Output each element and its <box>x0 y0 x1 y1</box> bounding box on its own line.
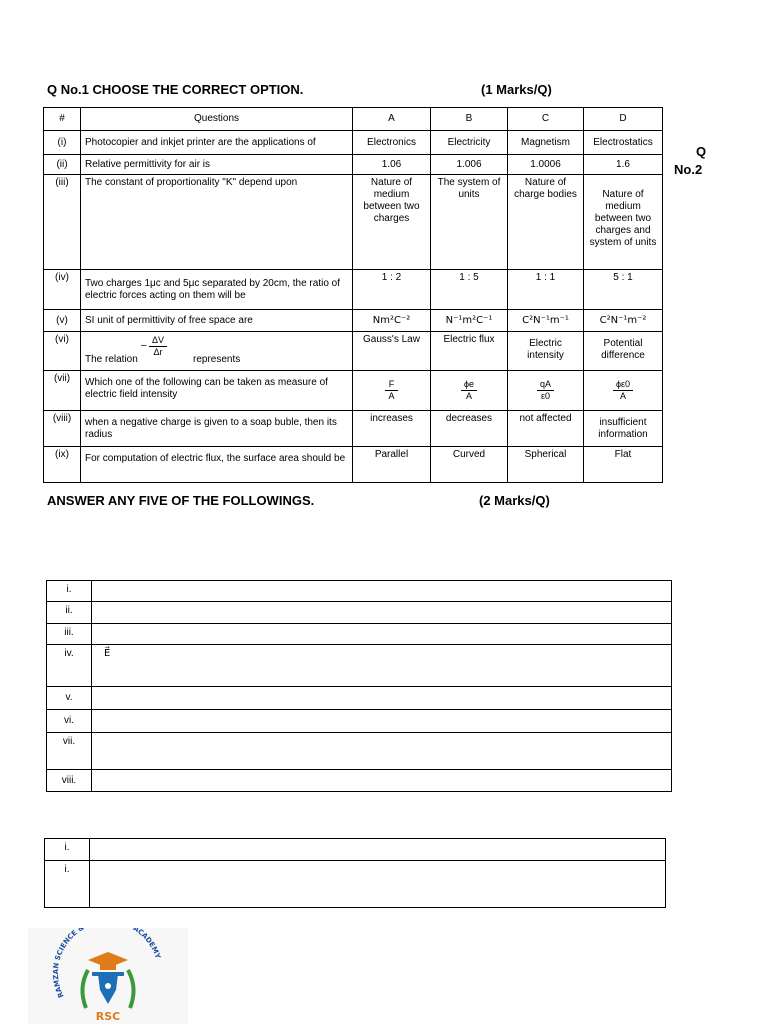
option-a: Parallel <box>353 447 431 483</box>
option-c: 1 : 1 <box>508 270 584 310</box>
option-b: The system of units <box>431 175 508 270</box>
option-c: 1.0006 <box>508 155 584 175</box>
mcq-header-row <box>44 108 663 131</box>
answer-cell[interactable] <box>92 581 672 602</box>
relation-label: The relation <box>85 354 138 365</box>
academy-logo-graphic <box>28 928 188 1024</box>
option-a: Electronics <box>353 131 431 155</box>
option-c: Electric intensity <box>508 332 584 371</box>
answer-row-num: i. <box>45 861 90 908</box>
option-a: increases <box>353 411 431 447</box>
answer-row <box>47 710 672 733</box>
answer-row-num: viii. <box>47 770 92 792</box>
row-question: Two charges 1μc and 5μc separated by 20cm, the ratio of electric forces acting on them will be <box>81 270 353 310</box>
mcq-row <box>44 447 663 483</box>
row-num: (vii) <box>44 371 81 411</box>
option-a <box>353 371 431 411</box>
answer-row-num: iii. <box>47 624 92 645</box>
option-c: not affected <box>508 411 584 447</box>
option-a-denominator: A <box>388 391 395 401</box>
answer-row <box>47 733 672 770</box>
option-a: Nature of medium between two charges <box>353 175 431 270</box>
option-b <box>431 371 508 411</box>
answer-row-num: vi. <box>47 710 92 733</box>
row-question: Relative permittivity for air is <box>81 155 353 175</box>
logo-abbr: RSC <box>95 1010 121 1023</box>
answer-row <box>47 770 672 792</box>
answer-table-1 <box>46 580 672 792</box>
option-c <box>508 371 584 411</box>
option-a: 1.06 <box>353 155 431 175</box>
mcq-row <box>44 411 663 447</box>
option-b: decreases <box>431 411 508 447</box>
row-num: (ii) <box>44 155 81 175</box>
option-d: C²N⁻¹m⁻² <box>584 310 663 332</box>
option-c-denominator: ε0 <box>540 391 550 401</box>
answer-cell[interactable] <box>90 861 666 908</box>
mcq-row <box>44 131 663 155</box>
option-a: 1 : 2 <box>353 270 431 310</box>
header-num: # <box>44 108 81 131</box>
answer-cell[interactable] <box>92 733 672 770</box>
mcq-row <box>44 155 663 175</box>
academy-logo <box>28 928 188 1024</box>
mcq-row <box>44 371 663 411</box>
row-question: when a negative charge is given to a soap buble, then its radius <box>81 411 353 447</box>
option-d: 5 : 1 <box>584 270 663 310</box>
answer-row <box>47 645 672 687</box>
answer-row-num: i. <box>47 581 92 602</box>
row-num: (viii) <box>44 411 81 447</box>
row-num: (vi) <box>44 332 81 371</box>
answer-cell[interactable] <box>92 624 672 645</box>
q1-marks: (1 Marks/Q) <box>481 82 552 97</box>
fraction-numerator: ΔV <box>149 335 167 347</box>
option-a-numerator: F <box>385 379 397 391</box>
row-num: (iv) <box>44 270 81 310</box>
answer-cell[interactable] <box>92 710 672 733</box>
row-question: Photocopier and inkjet printer are the applications of <box>81 131 353 155</box>
relation-fraction <box>149 335 167 358</box>
option-d <box>584 371 663 411</box>
fraction-denominator: Δr <box>153 347 163 357</box>
option-b-denominator: A <box>465 391 472 401</box>
answer-row-num: vii. <box>47 733 92 770</box>
relation-represents: represents <box>193 354 241 365</box>
answer-cell[interactable] <box>92 645 672 687</box>
header-questions: Questions <box>81 108 353 131</box>
mcq-row <box>44 332 663 371</box>
row-num: (i) <box>44 131 81 155</box>
option-d: insufficient information <box>584 411 663 447</box>
option-b-numerator: ϕe <box>461 379 477 391</box>
header-a: A <box>353 108 431 131</box>
answer-row <box>45 839 666 861</box>
answer-row-num: ii. <box>47 602 92 624</box>
logo-arc-text: RAMZAN SCIENCE & ACADEMY <box>51 928 162 999</box>
mcq-row <box>44 175 663 270</box>
option-c: C²N⁻¹m⁻¹ <box>508 310 584 332</box>
row-question: Which one of the following can be taken as measure of electric field intensity <box>81 371 353 411</box>
side-label-q: Q <box>696 144 707 159</box>
option-c-numerator: qA <box>537 379 554 391</box>
mcq-table <box>43 107 663 483</box>
answer-row <box>45 861 666 908</box>
e-vector-symbol: E⃗ <box>104 648 111 659</box>
option-d: Nature of medium between two charges and system of units <box>584 175 663 270</box>
option-c: Spherical <box>508 447 584 483</box>
header-b: B <box>431 108 508 131</box>
q1-title: Q No.1 CHOOSE THE CORRECT OPTION. <box>47 82 304 97</box>
answer-cell[interactable] <box>90 839 666 861</box>
option-d-numerator: ϕε0 <box>613 379 633 391</box>
row-question: SI unit of permittivity of free space are <box>81 310 353 332</box>
row-question: The constant of proportionality "K" depend upon <box>81 175 353 270</box>
option-b: Electricity <box>431 131 508 155</box>
option-d: Flat <box>584 447 663 483</box>
row-question: For computation of electric flux, the surface area should be <box>81 447 353 483</box>
header-c: C <box>508 108 584 131</box>
option-d: Potential difference <box>584 332 663 371</box>
q2-title: ANSWER ANY FIVE OF THE FOLLOWINGS. <box>47 493 315 508</box>
q2-marks: (2 Marks/Q) <box>479 493 550 508</box>
option-a: Nm²C⁻² <box>353 310 431 332</box>
answer-row-num: i. <box>45 839 90 861</box>
option-d: Electrostatics <box>584 131 663 155</box>
option-d-denominator: A <box>619 391 626 401</box>
option-b: 1 : 5 <box>431 270 508 310</box>
option-b: Electric flux <box>431 332 508 371</box>
answer-cell[interactable] <box>92 770 672 792</box>
row-num: (iii) <box>44 175 81 270</box>
answer-row <box>47 602 672 624</box>
option-b: N⁻¹m²C⁻¹ <box>431 310 508 332</box>
option-c: Nature of charge bodies <box>508 175 584 270</box>
side-label-no2: No.2 <box>674 162 703 177</box>
row-num: (v) <box>44 310 81 332</box>
answer-table-2 <box>44 838 666 908</box>
option-c: Magnetism <box>508 131 584 155</box>
option-b: 1.006 <box>431 155 508 175</box>
header-d: D <box>584 108 663 131</box>
option-b: Curved <box>431 447 508 483</box>
option-a: Gauss's Law <box>353 332 431 371</box>
answer-row-num: iv. <box>47 645 92 687</box>
mcq-row <box>44 310 663 332</box>
answer-row <box>47 687 672 710</box>
option-d: 1.6 <box>584 155 663 175</box>
answer-row <box>47 624 672 645</box>
mcq-row <box>44 270 663 310</box>
answer-cell[interactable] <box>92 602 672 624</box>
row-question: The relation – $\frac{\Delta V}{\Delta r}$ represents <box>81 332 353 371</box>
answer-row <box>47 581 672 602</box>
row-num: (ix) <box>44 447 81 483</box>
answer-row-num: v. <box>47 687 92 710</box>
answer-cell[interactable] <box>92 687 672 710</box>
